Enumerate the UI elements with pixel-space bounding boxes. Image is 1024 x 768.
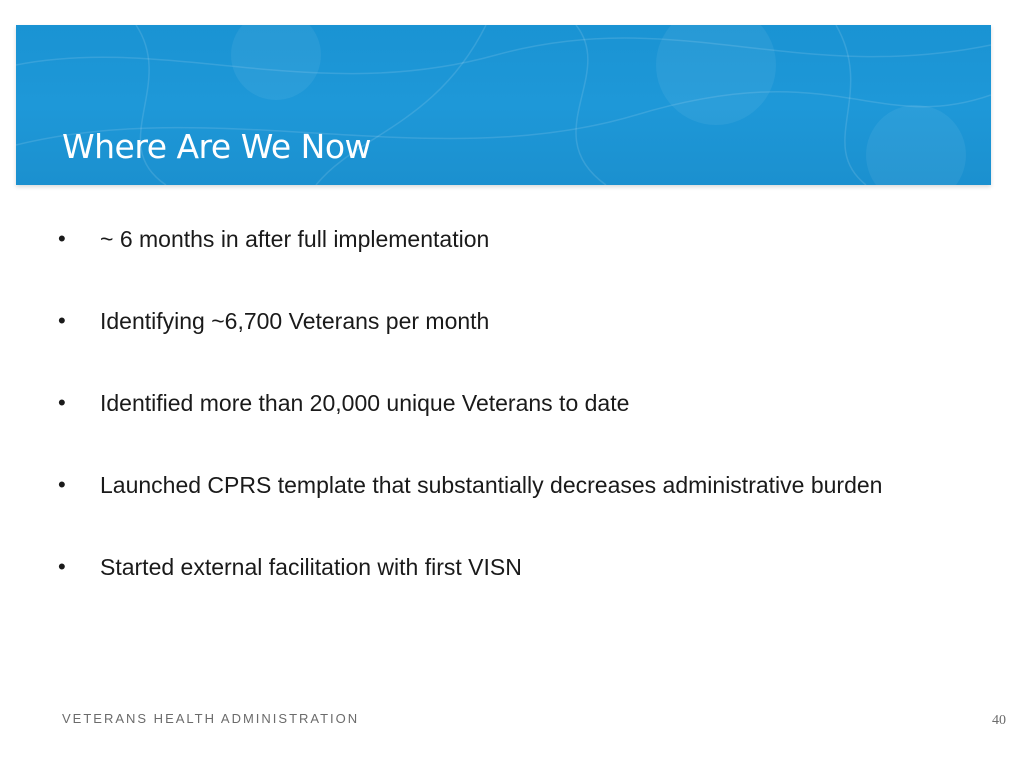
footer-organization: VETERANS HEALTH ADMINISTRATION (62, 711, 360, 726)
title-banner (16, 25, 991, 185)
bullet-item (58, 386, 938, 420)
bullet-text: Launched CPRS template that substantially decreases administrative burden (100, 472, 883, 498)
slide-title: Where Are We Now (62, 127, 372, 166)
bullet-item (58, 468, 938, 502)
bullet-list (58, 222, 938, 632)
bullet-marker: • (58, 554, 66, 579)
bullet-marker: • (58, 390, 66, 415)
bullet-item (58, 222, 938, 256)
bullet-text: Identifying ~6,700 Veterans per month (100, 308, 490, 334)
bullet-marker: • (58, 308, 66, 333)
bullet-text: Identified more than 20,000 unique Veterans to date (100, 390, 630, 416)
bullet-marker: • (58, 226, 66, 251)
page-number: 40 (992, 713, 1006, 728)
bullet-text: ~ 6 months in after full implementation (100, 226, 490, 252)
bullet-text: Started external facilitation with first VISN (100, 554, 522, 580)
bullet-item (58, 550, 938, 584)
bullet-marker: • (58, 472, 66, 497)
bullet-item (58, 304, 938, 338)
